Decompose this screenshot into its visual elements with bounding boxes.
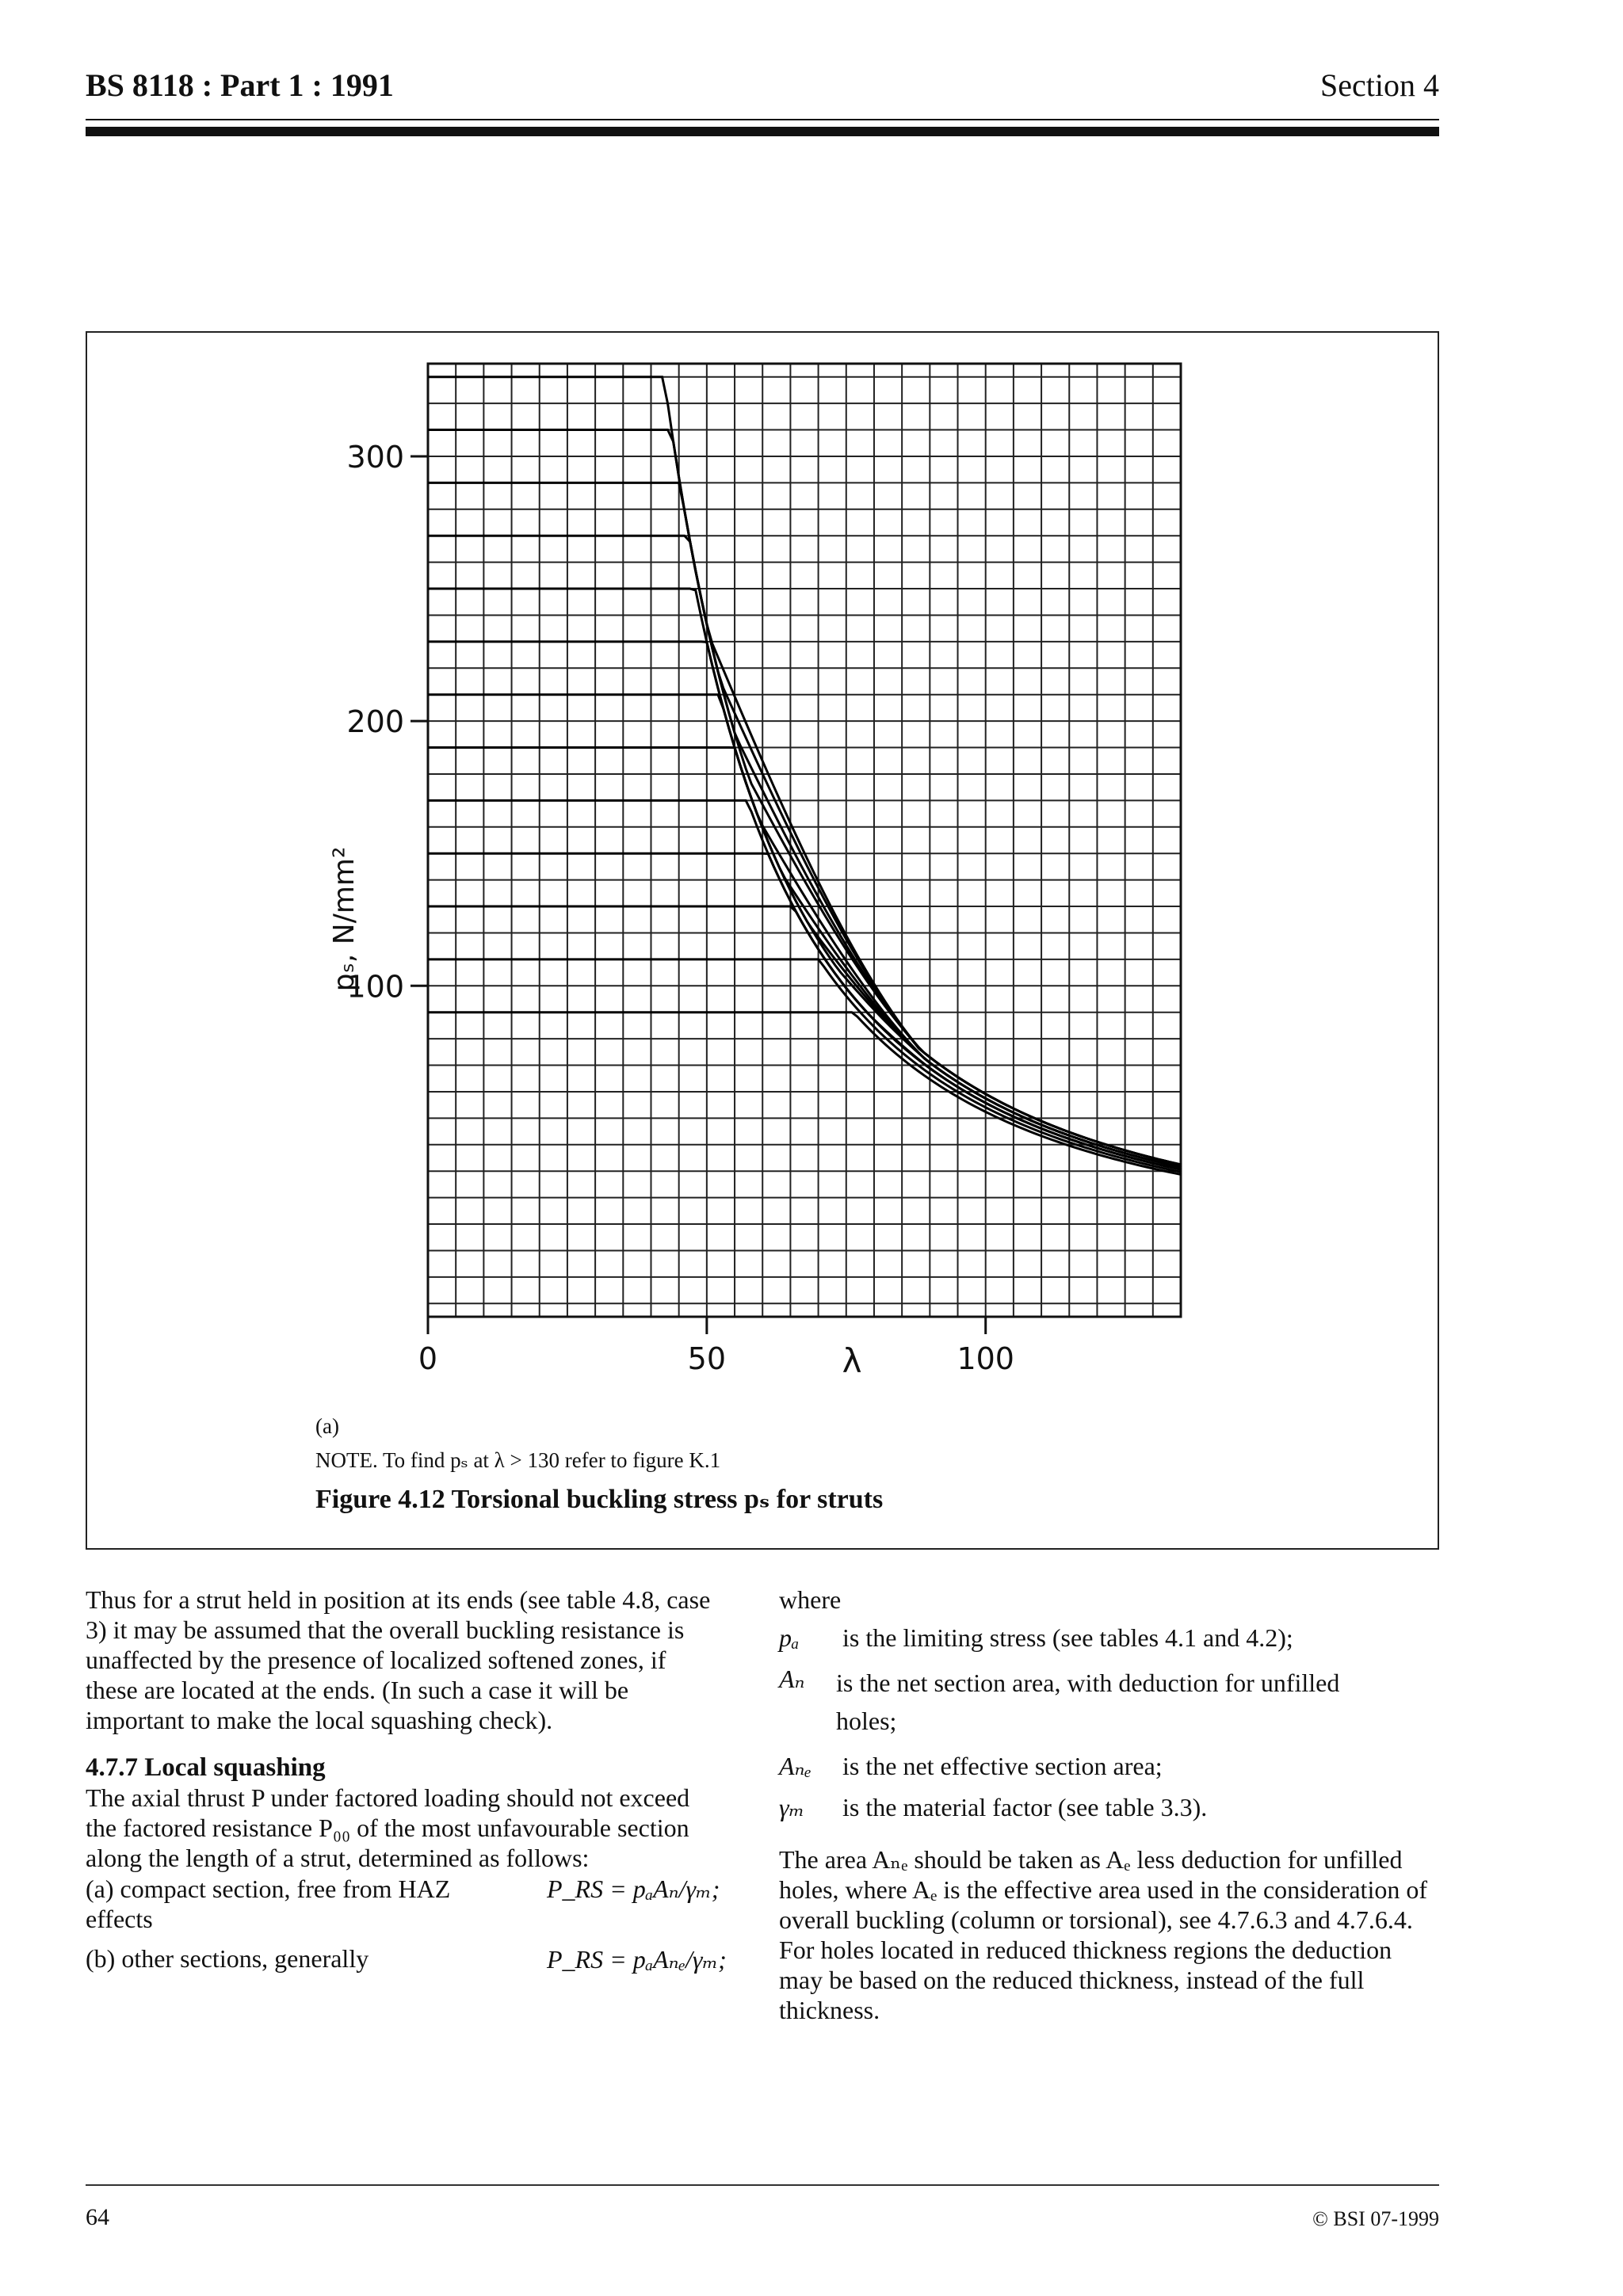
paragraph-area-ane: The area Aₙₑ should be taken as Aₑ less deduction for unfilled holes, where Aₑ is the effective area used in the consideration of overall buckling (column or torsional), see 4.7.6.3 and 4.7.6.4. For holes located in reduced thickness regions the deduction may be based on the reduced thickness, instead of the full thickness. [779, 1845, 1427, 2024]
definition-ane-text: is the net effective section area; [842, 1752, 1163, 1780]
buckling-curve [428, 695, 1181, 1167]
chart-curves [428, 377, 1181, 1175]
buckling-curve [428, 589, 1181, 1167]
copyright: © BSI 07-1999 [1312, 2207, 1439, 2230]
figure-caption: Figure 4.12 Torsional buckling stress pₛ for struts [315, 1485, 884, 1514]
chart-grid [428, 364, 1181, 1317]
definition-gamma-m [779, 1792, 1437, 1822]
symbol-gamma-m: γₘ [779, 1793, 805, 1821]
where-label: where [779, 1585, 842, 1614]
paragraph-axial-thrust: The axial thrust P under factored loading should not exceed the factored resistance P₀₀ of the most unfavourable section along the length of a strut, determined as follows: [86, 1783, 690, 1872]
figure-note: NOTE. To find pₛ at λ > 130 refer to figure K.1 [315, 1448, 721, 1472]
x-tick-label: 0 [418, 1341, 438, 1376]
case-a-label: (a) compact section, free from HAZ effects [86, 1875, 451, 1933]
symbol-ane: Aₙₑ [779, 1752, 812, 1780]
x-tick-label: 100 [957, 1341, 1014, 1376]
section-label: Section 4 [1320, 67, 1439, 103]
y-tick-label: 100 [346, 969, 404, 1005]
case-a-formula: P_RS = pₐAₙ/γₘ; [547, 1875, 720, 1903]
x-axis-label: λ [842, 1341, 862, 1380]
chart-ticks [346, 440, 1014, 1376]
definition-ane [779, 1751, 1437, 1781]
y-axis-label: pₛ, N/mm² [328, 846, 361, 992]
right-column [779, 1585, 1437, 2025]
footer-rule [86, 2184, 1439, 2186]
symbol-pa: pₐ [779, 1623, 800, 1652]
buckling-curve [428, 430, 1181, 1165]
heading-local-squashing: 4.7.7 Local squashing [86, 1753, 326, 1782]
page-number: 64 [86, 2204, 109, 2230]
definition-gamma-m-text: is the material factor (see table 3.3). [842, 1793, 1208, 1821]
buckling-curve [428, 377, 1181, 1165]
y-tick-label: 300 [346, 439, 404, 475]
left-column [86, 1585, 720, 1873]
case-b-label: (b) other sections, generally [86, 1944, 369, 1973]
symbol-an: Aₙ [779, 1665, 805, 1693]
definition-pa-text: is the limiting stress (see tables 4.1 and 4.2); [842, 1623, 1293, 1652]
figure-panel-label: (a) [315, 1414, 339, 1438]
buckling-curve [428, 906, 1181, 1169]
buckling-curve [428, 482, 1181, 1165]
paragraph-strut-ends: Thus for a strut held in position at its ends (see table 4.8, case 3) it may be assumed that the overall buckling resistance is unaffected by the presence of localized softened zones, if these are located at the ends. (In such a case it will be important to make the local squashing check). [86, 1585, 711, 1734]
plot-border [428, 364, 1181, 1317]
definition-an-text: is the net section area, with deduction for unfilled holes; [836, 1669, 1340, 1735]
definition-pa [779, 1623, 1437, 1653]
buckling-curve [428, 1013, 1181, 1175]
x-tick-label: 50 [687, 1341, 727, 1376]
buckling-curve [428, 748, 1181, 1168]
standard-title: BS 8118 : Part 1 : 1991 [86, 67, 394, 103]
definition-an [779, 1664, 1437, 1740]
y-tick-label: 200 [346, 704, 404, 740]
case-b-formula: P_RS = pₐAₙₑ/γₘ; [547, 1945, 727, 1974]
buckling-curve [428, 800, 1181, 1169]
